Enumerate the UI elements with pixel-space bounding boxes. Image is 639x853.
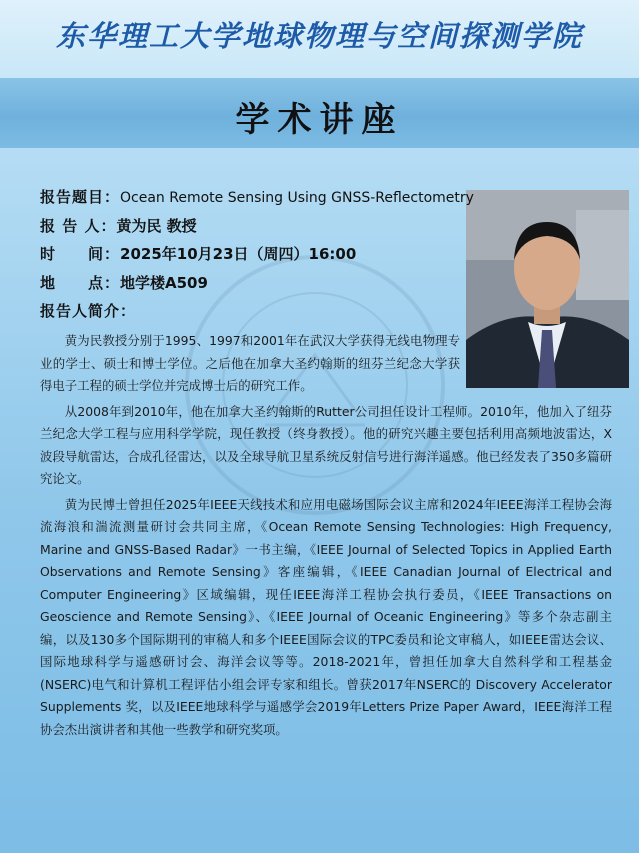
speaker-bio — [40, 330, 612, 744]
bio-paragraph-3: 黄为民博士曾担任2025年IEEE天线技术和应用电磁场国际会议主席和2024年IEEE海洋工程协会海流海浪和湍流测量研讨会共同主席，《Ocean Remote Sensing Technologies: High Frequency, Marine and GNSS-Based Radar》一书主编，《IEEE Journal of Selected Topics in Applied Earth Observations and Remote Sensing》客座编辑，《IEEE Canadian Journal of Electrical and Computer Engineering》区域编辑，现任IEEE海洋工程协会执行委员，《IEEE Transactions on Geoscience and Remote Sensing》、《IEEE Journal of Oceanic Engineering》等多个杂志副主编，以及130多个国际期刊的审稿人和多个IEEE国际会议的TPC委员和论文审稿人，如IEEE雷达会议、国际地球科学与遥感研讨会、海洋会议等等。2018-2021年，曾担任加拿大自然科学和工程基金(NSERC)电气和计算机工程评估小组会评专家和组长。曾获2017年NSERC的 Discovery Accelerator Supplements 奖，以及IEEE地球科学与遥感学会2019年Letters Prize Paper Award，IEEE海洋工程协会杰出演讲者和其他一些教学和研究奖项。 — [40, 496, 612, 737]
time-row — [40, 243, 356, 264]
topic-row — [40, 186, 474, 207]
place-label: 地 点： — [40, 274, 121, 292]
speaker-value: 黄为民 教授 — [116, 217, 197, 235]
place-row — [40, 272, 208, 293]
bio-label: 报告人简介： — [40, 302, 137, 320]
time-value: 2025年10月23日（周四）16:00 — [120, 245, 357, 263]
topic-value: Ocean Remote Sensing Using GNSS-Reflectometry — [120, 190, 474, 206]
speaker-label: 报 告 人： — [40, 217, 117, 235]
topic-label: 报告题目： — [40, 188, 121, 206]
time-label: 时 间： — [40, 245, 121, 263]
place-value: 地学楼A509 — [120, 274, 208, 292]
speaker-row — [40, 215, 197, 236]
bio-paragraph-2: 从2008年到2010年，他在加拿大圣约翰斯的Rutter公司担任设计工程师。2010年，他加入了纽芬兰纪念大学工程与应用科学学院，现任教授（终身教授）。他的研究兴趣主要包括利用高频地波雷达，X波段导航雷达，合成孔径雷达，以及全球导航卫星系统反射信号进行海洋遥感。他已经发表了350多篇研究论文。 — [40, 403, 612, 486]
school-name: 东华理工大学地球物理与空间探测学院 — [55, 19, 583, 53]
bio-heading-row — [40, 300, 136, 321]
bio-paragraph-1: 黄为民教授分别于1995、1997和2001年在武汉大学获得无线电物理专业的学士、硕士和博士学位。之后他在加拿大圣约翰斯的纽芬兰纪念大学获得电子工程的硕士学位并完成博士后的研究工作。 — [40, 333, 460, 393]
lecture-title: 学术讲座 — [235, 100, 404, 140]
